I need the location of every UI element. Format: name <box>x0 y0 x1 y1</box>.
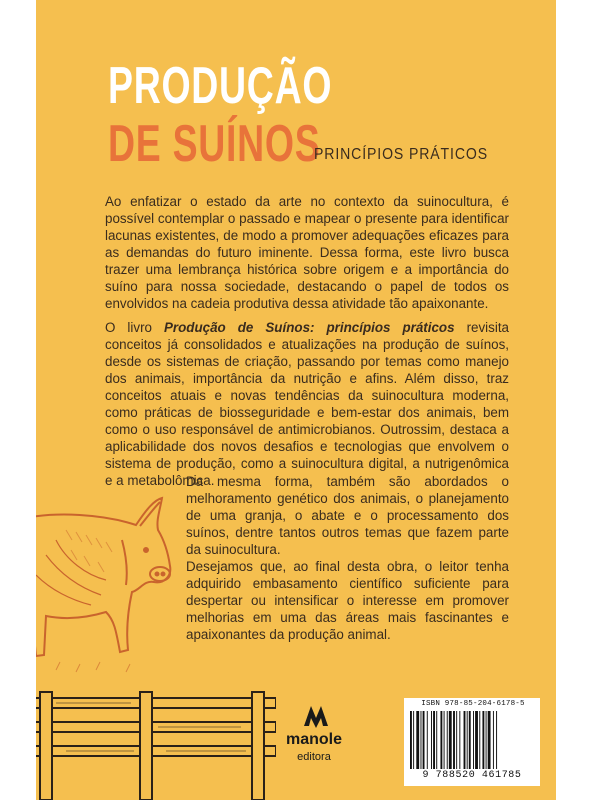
title-line-2: DE SUÍNOS <box>108 115 321 173</box>
subtitle: PRINCÍPIOS PRÁTICOS <box>314 146 488 163</box>
publisher-tagline: editora <box>297 751 331 763</box>
back-cover <box>36 0 556 800</box>
isbn-label: ISBN 978-85-204-6178-5 <box>421 700 525 708</box>
paragraph-intro: Ao enfatizar o estado da arte no contexto da suinocultura, é possível contemplar o passado e mapear o presente para identificar lacunas existentes, de modo a promover adequações eficazes para as demandas do futuro iminente. Dessa forma, este livro busca trazer uma lembrança histórica sobre origem e a importância do suíno para nossa sociedade, destacando o papel de todos os envolvidos na cadeia produtiva dessa atividade tão apaixonante. <box>105 194 509 311</box>
barcode-number: 9 788520 461785 <box>422 770 522 781</box>
publisher-name: manole <box>285 731 342 748</box>
paragraph-conclusion: Desejamos que, ao final desta obra, o leitor tenha adquirido embasamento científico suficiente para despertar ou intensificar o interesse em promover melhorias em uma das áreas mais fascinantes e apaixonantes da produção animal. <box>186 559 509 642</box>
wooden-fence-illustration <box>36 690 276 800</box>
barcode-bars <box>410 711 538 769</box>
paragraph-book-summary-after: revisita conceitos já consolidados e atualizações na produção de suínos, desde os sistemas de criação, passando por temas como manejo dos animais, importância da nutrição e afins. Além disso, traz conceitos atuais e novas tendências da suinocultura moderna, como práticas de biosseguridade e bem-estar dos animais, bem como o uso responsável de antimicrobianos. Outrossim, destaca a aplicabilidade dos novos desafios e tecnologias que envolvem o sistema de produção, como a suinocultura digital, a nutrigenômica e a metabolômica. <box>105 320 509 488</box>
paragraph-topics: Da mesma forma, também são abordados o melhoramento genético dos animais, o planejamento de uma granja, o abate e o processamento dos suínos, dentre tantos outros temas que fazem parte da suinocultura. <box>186 474 509 557</box>
paragraph-book-summary <box>105 319 509 489</box>
manole-m-logo-icon <box>302 700 330 728</box>
book-title-inline: Produção de Suínos: princípios práticos <box>163 320 455 335</box>
title-line-1: PRODUÇÃO <box>108 57 333 115</box>
paragraph-book-summary-before: O livro <box>105 320 164 335</box>
